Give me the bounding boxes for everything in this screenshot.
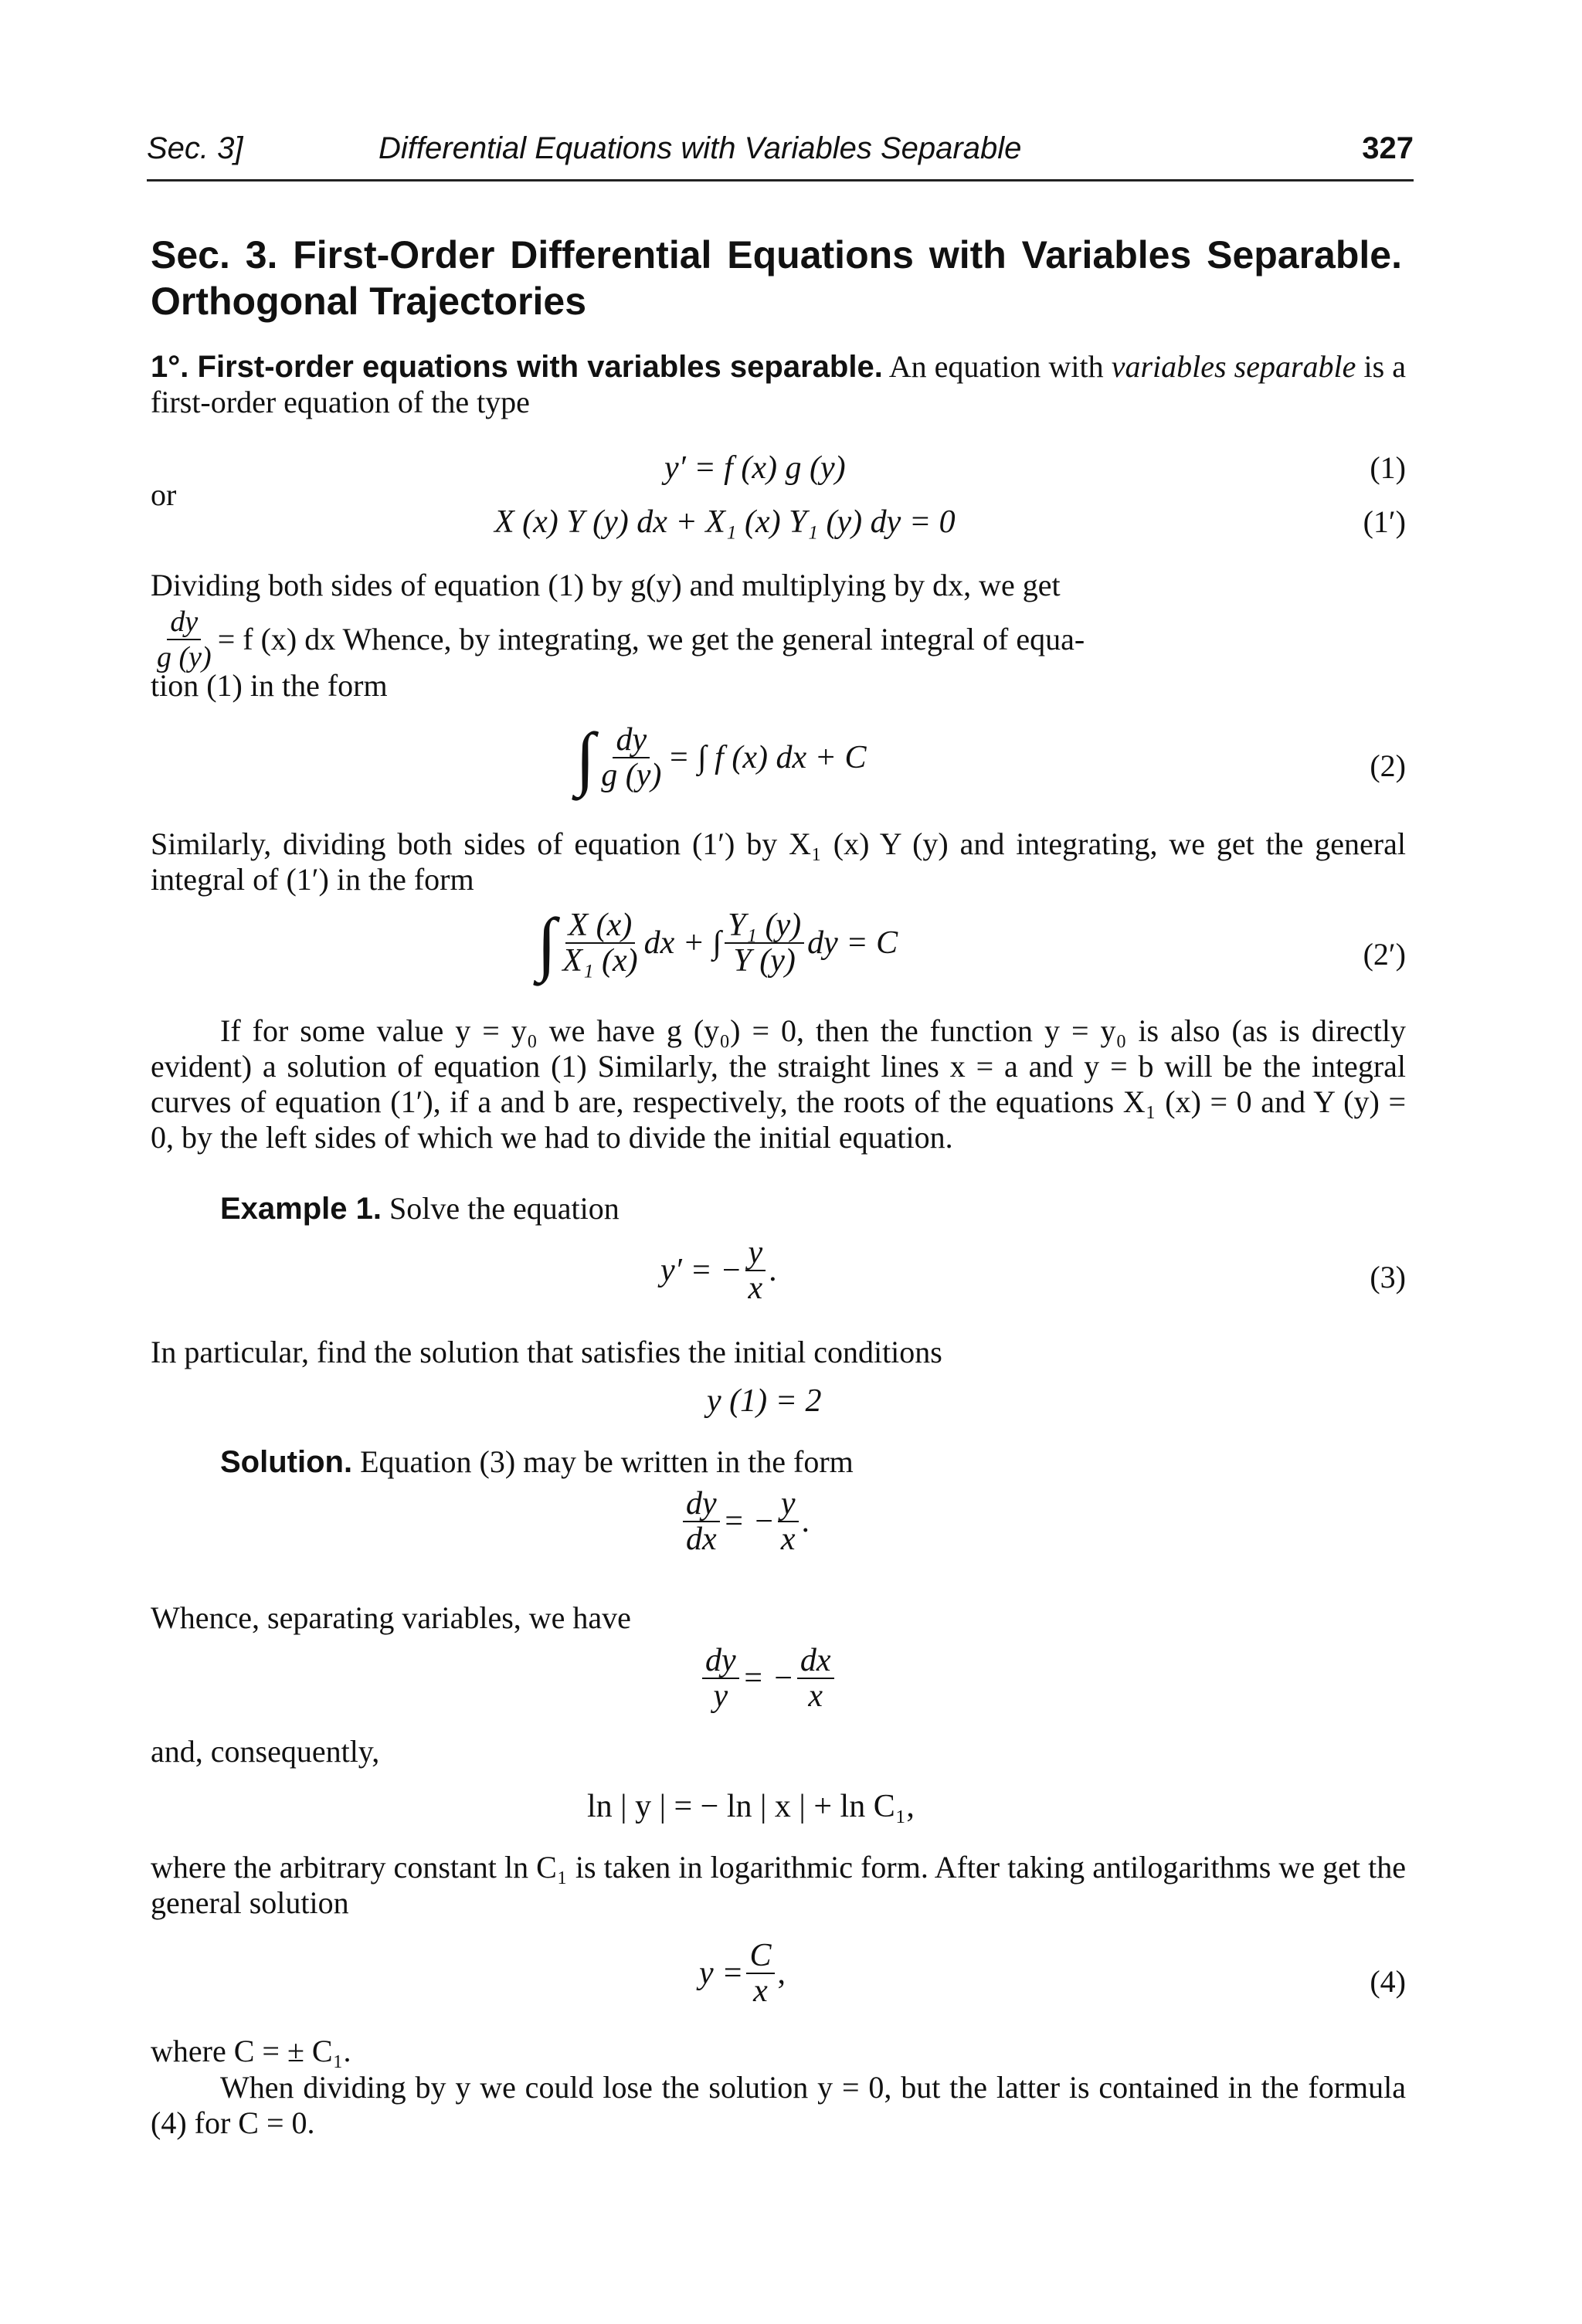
integral-sign: ∫ [575, 718, 596, 797]
fraction [702, 1644, 739, 1713]
fraction-numerator: Y₁ (y) [725, 908, 804, 944]
fraction [746, 1939, 774, 2008]
text: An equation with [882, 349, 1112, 384]
equation-number-1-prime: (1′) [1363, 504, 1406, 539]
fraction-denominator: y [713, 1678, 728, 1714]
fraction [745, 1236, 766, 1305]
comma: , [777, 1956, 786, 1991]
period: . [769, 1253, 777, 1288]
fraction-numerator: dy [167, 605, 201, 640]
title-word: Equations [727, 233, 914, 277]
equation-4 [699, 1939, 786, 2008]
text: Equation (3) may be written in the form [352, 1444, 854, 1479]
fraction-numerator: C [746, 1939, 774, 1974]
paragraph-whence: Whence, separating variables, we have [151, 1600, 631, 1635]
fraction-numerator: y [778, 1487, 799, 1522]
example-heading [220, 1191, 1406, 1226]
fraction [598, 723, 664, 792]
integral-sign: ∫ [537, 904, 557, 982]
fraction-denominator: Y (y) [733, 943, 796, 979]
equation-number-2: (2) [1370, 748, 1406, 783]
or-word: or [151, 477, 177, 512]
equation-rhs: = ∫ f (x) dx + C [667, 740, 867, 775]
fraction-numerator: dx [797, 1644, 834, 1679]
fraction-numerator: X (x) [565, 908, 636, 944]
equation-middle: dx + ∫ [643, 925, 722, 961]
section-title [151, 232, 1402, 324]
equation-number-4: (4) [1370, 1964, 1406, 1999]
title-word: Variables [1021, 233, 1192, 277]
fraction-denominator: x [748, 1271, 763, 1306]
fraction [559, 908, 640, 978]
equation-1: y′ = f (x) g (y) [664, 450, 846, 486]
fraction-numerator: y [745, 1236, 766, 1271]
title-word: with [928, 233, 1007, 277]
text-line: tion (1) in the form [151, 668, 388, 703]
section-title-line2: Orthogonal Trajectories [151, 280, 587, 323]
equation-ln: ln | y | = − ln | x | + ln C₁, [587, 1789, 915, 1824]
solution-heading [220, 1444, 1406, 1480]
paragraph-arbitrary-constant: where the arbitrary constant ln C₁ is taken in logarithmic form. After taking antilogarithms we get the general solution [151, 1850, 1406, 1920]
fraction-numerator: dy [613, 723, 650, 758]
fraction [797, 1644, 834, 1713]
equation-number-2-prime: (2′) [1363, 937, 1406, 972]
title-word: Differential [510, 233, 712, 277]
section-title-line1 [151, 232, 1402, 278]
period: . [801, 1504, 810, 1539]
header-rule [147, 179, 1414, 182]
fraction-denominator: x [780, 1522, 796, 1557]
paragraph-in-particular: In particular, find the solution that satisfies the initial conditions [151, 1335, 942, 1369]
title-word: First-Order [293, 233, 495, 277]
initial-condition: y (1) = 2 [707, 1383, 822, 1419]
example-label: Example 1. [220, 1192, 382, 1226]
equation-dy-dx [680, 1487, 810, 1556]
text-line: Dividing both sides of equation (1) by g(y) and multiplying by dx, we get [151, 568, 1061, 602]
paragraph-if-for-some-value: If for some value y = y₀ we have g (y₀) = 0, then the function y = y₀ is also (as is directly evident) a solution of equation (1) Similarly, the straight lines x = a and y = b will be the integral curves of equation (1′), if a and b are, respectively, the roots of the equations X₁ (x) = 0 and Y (y) = 0, by the left sides of which we had to divide the initial equation. [151, 1013, 1406, 1155]
fraction-denominator: x [753, 1973, 768, 2009]
equation-middle: = − [722, 1504, 775, 1539]
fraction-denominator: x [808, 1678, 823, 1714]
paragraph-similarly: Similarly, dividing both sides of equation (1′) by X₁ (x) Y (y) and integrating, we get the general integral of (1′) in the form [151, 826, 1406, 897]
running-header [147, 131, 1414, 178]
paragraph-consequently: and, consequently, [151, 1734, 380, 1769]
text: Solve the equation [382, 1191, 620, 1226]
equation-number-3: (3) [1370, 1260, 1406, 1294]
equation-number-1: (1) [1370, 450, 1406, 485]
paragraph-when-dividing: When dividing by y we could lose the solution y = 0, but the latter is contained in the formula (4) for C = 0. [151, 2070, 1406, 2140]
text-line: = f (x) dx Whence, by integrating, we get the general integral of equa- [217, 622, 1085, 656]
equation-middle: = − [742, 1661, 794, 1696]
title-word: Sec. [151, 233, 230, 277]
fraction-denominator: dx [686, 1522, 717, 1557]
equation-lhs: y = [699, 1956, 744, 1991]
fraction [725, 908, 804, 978]
title-word: 3. [245, 233, 278, 277]
emphasis: variables separable [1111, 349, 1356, 384]
equation-3 [660, 1236, 777, 1305]
fraction-denominator: g (y) [157, 641, 212, 673]
paragraph-intro [151, 349, 1406, 420]
paragraph-where-c: where C = ± C₁. [151, 2034, 351, 2068]
fraction [683, 1487, 720, 1556]
fraction-denominator: X₁ (x) [562, 943, 638, 979]
header-title: Differential Equations with Variables Separable [379, 131, 1022, 165]
page-number: 327 [1362, 131, 1414, 165]
fraction-numerator: dy [683, 1487, 720, 1522]
text: is a first-order equation of the type [151, 349, 1407, 419]
equation-1-prime: X (x) Y (y) dx + X₁ (x) Y₁ (y) dy = 0 [494, 504, 956, 540]
equation-rhs: dy = C [807, 925, 898, 961]
title-word: Separable. [1207, 233, 1402, 277]
fraction-dy-gy [154, 605, 215, 674]
paragraph-dividing [151, 568, 1406, 704]
fraction-numerator: dy [702, 1644, 739, 1679]
subsection-heading: 1°. First-order equations with variables separable. [151, 350, 883, 384]
equation-separated [699, 1644, 837, 1713]
equation-2-prime [537, 904, 898, 982]
equation-lhs: y′ = − [660, 1253, 742, 1288]
fraction [778, 1487, 799, 1556]
solution-label: Solution. [220, 1445, 353, 1479]
header-section: Sec. 3] [147, 131, 243, 165]
equation-2 [575, 718, 867, 797]
fraction-denominator: g (y) [601, 758, 662, 793]
